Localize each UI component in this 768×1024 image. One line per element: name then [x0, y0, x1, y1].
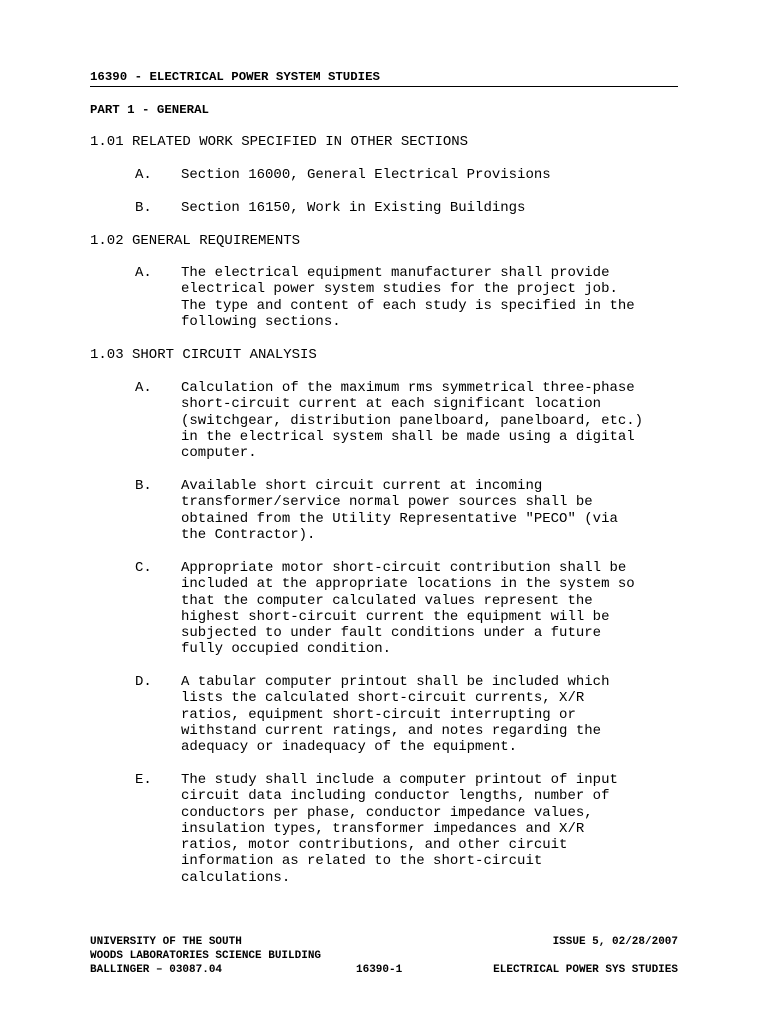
item-text: A tabular computer printout shall be included which lists the calculated short-circuit currents, X/R ratios, equipment short-circuit interrupting or withstand current ratings, and notes regarding the adequacy or inadequacy of the equipment. — [181, 674, 610, 756]
item-letter: C. — [135, 560, 152, 576]
footer-issue: ISSUE 5, 02/28/2007 — [552, 936, 678, 948]
item-text: The electrical equipment manufacturer shall provide electrical power system studies for the project job. The type and content of each study is specified in the following sections. — [181, 265, 635, 330]
footer-section-title: ELECTRICAL POWER SYS STUDIES — [493, 964, 678, 976]
item-letter: E. — [135, 772, 152, 788]
item-letter: D. — [135, 674, 152, 690]
item-letter: A. — [135, 380, 152, 396]
heading-1-03: 1.03 SHORT CIRCUIT ANALYSIS — [90, 347, 317, 363]
item-letter: A. — [135, 265, 152, 281]
part-heading: PART 1 - GENERAL — [90, 103, 209, 117]
item-letter: B. — [135, 478, 152, 494]
heading-1-02: 1.02 GENERAL REQUIREMENTS — [90, 233, 301, 249]
item-text: Appropriate motor short-circuit contribution shall be included at the appropriate locations in the system so that the computer calculated values represent the highest short-circuit current the equipment will be subjected to under fault conditions under a future fully occupied condition. — [181, 560, 635, 658]
item-letter: A. — [135, 167, 152, 183]
item-text: Calculation of the maximum rms symmetrical three-phase short-circuit current at each significant location (switchgear, distribution panelboard, panelboard, etc.) in the electrical system shall be made using a digital computer. — [181, 380, 644, 462]
item-text: Section 16000, General Electrical Provisions — [181, 167, 551, 183]
item-text: Section 16150, Work in Existing Buildings — [181, 200, 526, 216]
section-title: 16390 - ELECTRICAL POWER SYSTEM STUDIES — [90, 70, 678, 87]
item-text: Available short circuit current at incoming transformer/service normal power sources shall be obtained from the Utility Representative "PECO" (via the Contractor). — [181, 478, 618, 543]
item-letter: B. — [135, 200, 152, 216]
footer-building: WOODS LABORATORIES SCIENCE BUILDING — [90, 950, 322, 962]
footer-page-number: 16390-1 — [356, 964, 403, 976]
footer-client: UNIVERSITY OF THE SOUTH — [90, 936, 242, 948]
item-text: The study shall include a computer printout of input circuit data including conductor lengths, number of conductors per phase, conductor impedance values, insulation types, transformer impedances and X/R ratios, motor contributions, and other circuit information as related to the short-circuit calculations. — [181, 772, 618, 886]
footer-project-number: BALLINGER – 03087.04 — [90, 964, 223, 976]
heading-1-01: 1.01 RELATED WORK SPECIFIED IN OTHER SECTIONS — [90, 134, 469, 150]
